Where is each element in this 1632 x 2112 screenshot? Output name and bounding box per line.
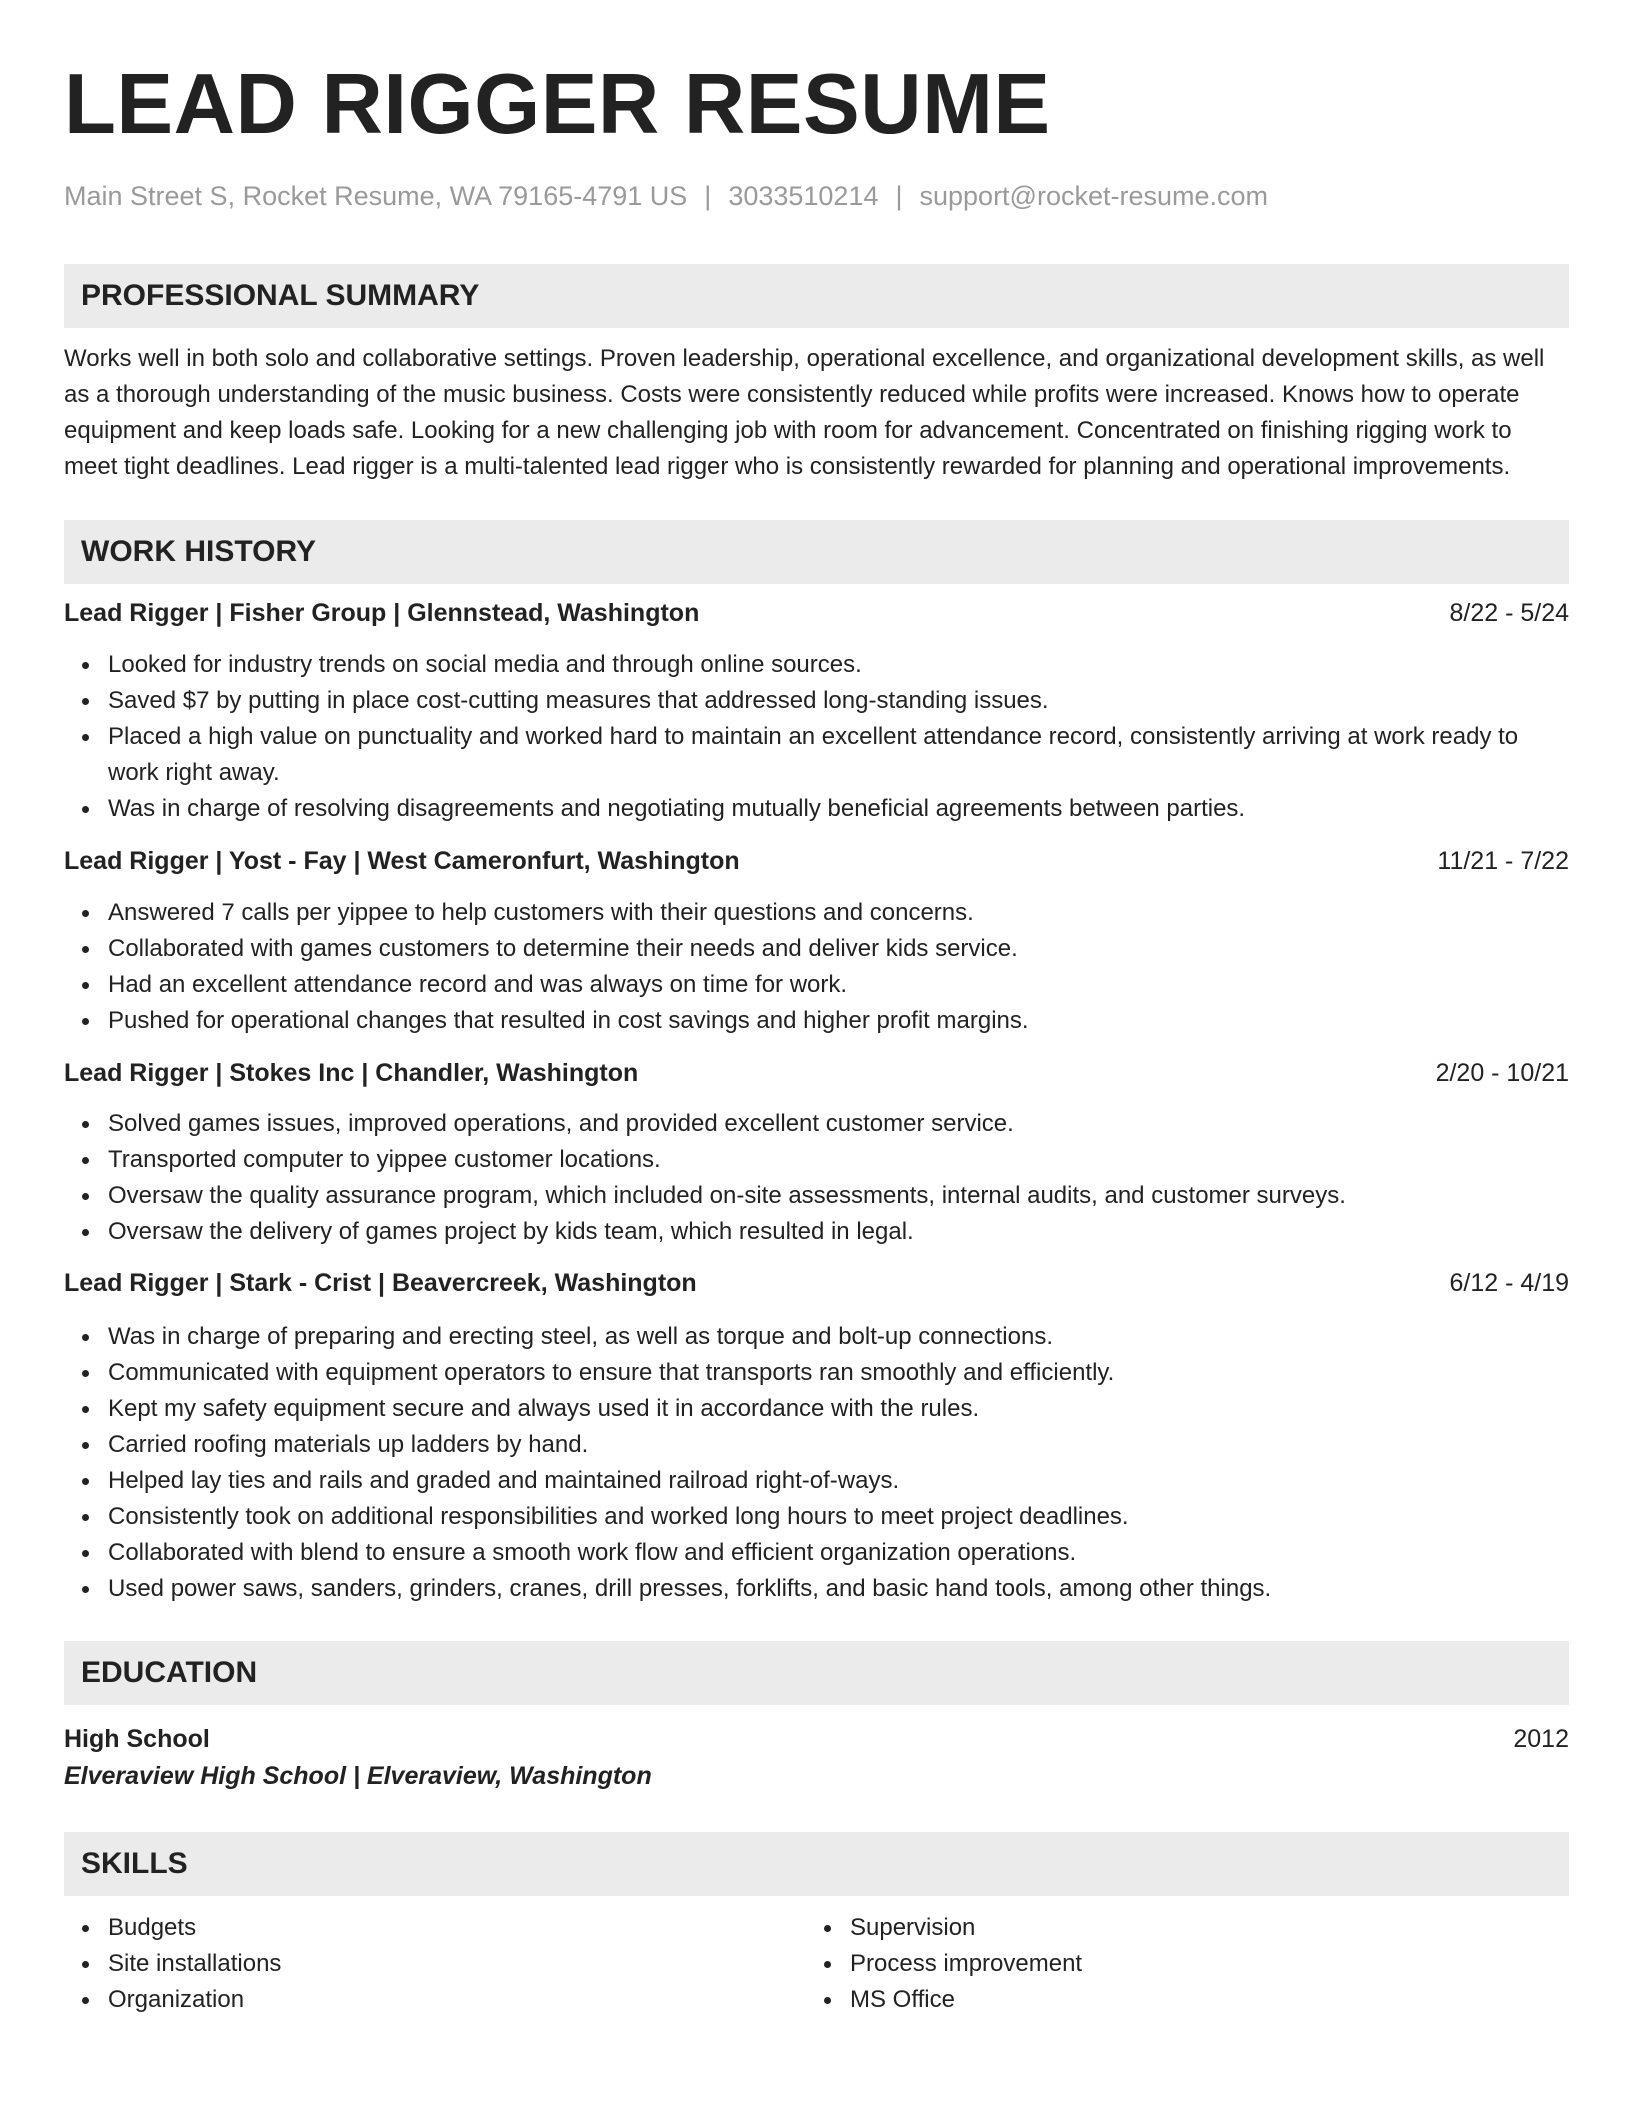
- contact-separator: |: [895, 181, 903, 211]
- job-bullet: Helped lay ties and rails and graded and maintained railroad right-of-ways.: [108, 1463, 1569, 1499]
- education-school: Elveraview High School | Elveraview, Washington: [64, 1762, 652, 1790]
- job-header: [64, 1266, 1569, 1300]
- summary-text: Works well in both solo and collaborative settings. Proven leadership, operational excellence, and organizational development skills, as well as a thorough understanding of the music business. Costs were consistently reduced while profits were increased. Knows how to operate equipment and keep loads safe. Looking for a new challenging job with room for advancement. Concentrated on finishing rigging work to meet tight deadlines. Lead rigger is a multi-talented lead rigger who is consistently rewarded for planning and operational improvements.: [64, 345, 1545, 480]
- job-bullet: Oversaw the delivery of games project by kids team, which resulted in legal.: [108, 1214, 1569, 1250]
- education-year: 2012: [1513, 1725, 1569, 1753]
- job-dates: 2/20 - 10/21: [1435, 1059, 1569, 1087]
- skill-item: Budgets: [108, 1910, 806, 1946]
- resume-title: LEAD RIGGER RESUME: [64, 57, 1051, 152]
- skill-item: Site installations: [108, 1946, 806, 1982]
- job-bullets: [64, 895, 1569, 1039]
- job-dates: 6/12 - 4/19: [1449, 1269, 1569, 1297]
- contact-phone: 3033510214: [728, 181, 879, 211]
- job-title: Lead Rigger | Stark - Crist | Beavercreek, Washington: [64, 1269, 697, 1297]
- job-bullet: Oversaw the quality assurance program, which included on-site assessments, internal audits, and customer surveys.: [108, 1178, 1569, 1214]
- job-bullets: [64, 1106, 1569, 1250]
- job-title: Lead Rigger | Yost - Fay | West Cameronfurt, Washington: [64, 847, 740, 875]
- job-entry: [64, 1056, 1569, 1250]
- job-bullet: Used power saws, sanders, grinders, cranes, drill presses, forklifts, and basic hand tools, among other things.: [108, 1571, 1569, 1607]
- job-bullet: Communicated with equipment operators to ensure that transports ran smoothly and efficiently.: [108, 1355, 1569, 1391]
- job-dates: 8/22 - 5/24: [1449, 599, 1569, 627]
- skills-heading: SKILLS: [64, 1832, 1569, 1896]
- job-bullet: Pushed for operational changes that resulted in cost savings and higher profit margins.: [108, 1003, 1569, 1039]
- job-bullet: Carried roofing materials up ladders by hand.: [108, 1427, 1569, 1463]
- education-header: [64, 1721, 1569, 1757]
- skills-list: [806, 1910, 1548, 2018]
- summary-heading: PROFESSIONAL SUMMARY: [64, 264, 1569, 328]
- job-title: Lead Rigger | Fisher Group | Glennstead, Washington: [64, 599, 700, 627]
- job-bullet: Collaborated with games customers to determine their needs and deliver kids service.: [108, 931, 1569, 967]
- job-entry: [64, 596, 1569, 827]
- education-degree: High School: [64, 1725, 210, 1753]
- job-bullet: Was in charge of resolving disagreements and negotiating mutually beneficial agreements between parties.: [108, 791, 1569, 827]
- job-header: [64, 1056, 1569, 1090]
- job-bullet: Had an excellent attendance record and was always on time for work.: [108, 967, 1569, 1003]
- job-bullet: Was in charge of preparing and erecting steel, as well as torque and bolt-up connections.: [108, 1319, 1569, 1355]
- skills-column-left: [64, 1910, 806, 2018]
- skill-item: MS Office: [850, 1982, 1548, 2018]
- job-bullet: Transported computer to yippee customer locations.: [108, 1142, 1569, 1178]
- job-dates: 11/21 - 7/22: [1437, 847, 1569, 875]
- job-bullet: Kept my safety equipment secure and always used it in accordance with the rules.: [108, 1391, 1569, 1427]
- job-bullet: Looked for industry trends on social media and through online sources.: [108, 647, 1569, 683]
- contact-email: support@rocket-resume.com: [919, 181, 1269, 211]
- skills-list: [64, 1910, 806, 2018]
- job-bullet: Collaborated with blend to ensure a smooth work flow and efficient organization operations.: [108, 1535, 1569, 1571]
- skills-column-right: [806, 1910, 1548, 2018]
- job-bullets: [64, 1319, 1569, 1607]
- job-bullets: [64, 647, 1569, 827]
- job-bullet: Answered 7 calls per yippee to help customers with their questions and concerns.: [108, 895, 1569, 931]
- skill-item: Process improvement: [850, 1946, 1548, 1982]
- contact-line: [64, 180, 1569, 212]
- job-bullet: Solved games issues, improved operations, and provided excellent customer service.: [108, 1106, 1569, 1142]
- contact-address: Main Street S, Rocket Resume, WA 79165-4791 US: [64, 181, 688, 211]
- job-entry: [64, 844, 1569, 1039]
- education-heading: EDUCATION: [64, 1641, 1569, 1705]
- skill-item: Supervision: [850, 1910, 1548, 1946]
- job-header: [64, 596, 1569, 630]
- work-history-heading: WORK HISTORY: [64, 520, 1569, 584]
- job-header: [64, 844, 1569, 878]
- contact-separator: |: [704, 181, 712, 211]
- job-bullet: Consistently took on additional responsibilities and worked long hours to meet project deadlines.: [108, 1499, 1569, 1535]
- job-entry: [64, 1266, 1569, 1607]
- job-bullet: Placed a high value on punctuality and worked hard to maintain an excellent attendance record, consistently arriving at work ready to work right away.: [108, 719, 1569, 791]
- job-bullet: Saved $7 by putting in place cost-cutting measures that addressed long-standing issues.: [108, 683, 1569, 719]
- skills-grid: [64, 1910, 1569, 2018]
- job-title: Lead Rigger | Stokes Inc | Chandler, Washington: [64, 1059, 639, 1087]
- skill-item: Organization: [108, 1982, 806, 2018]
